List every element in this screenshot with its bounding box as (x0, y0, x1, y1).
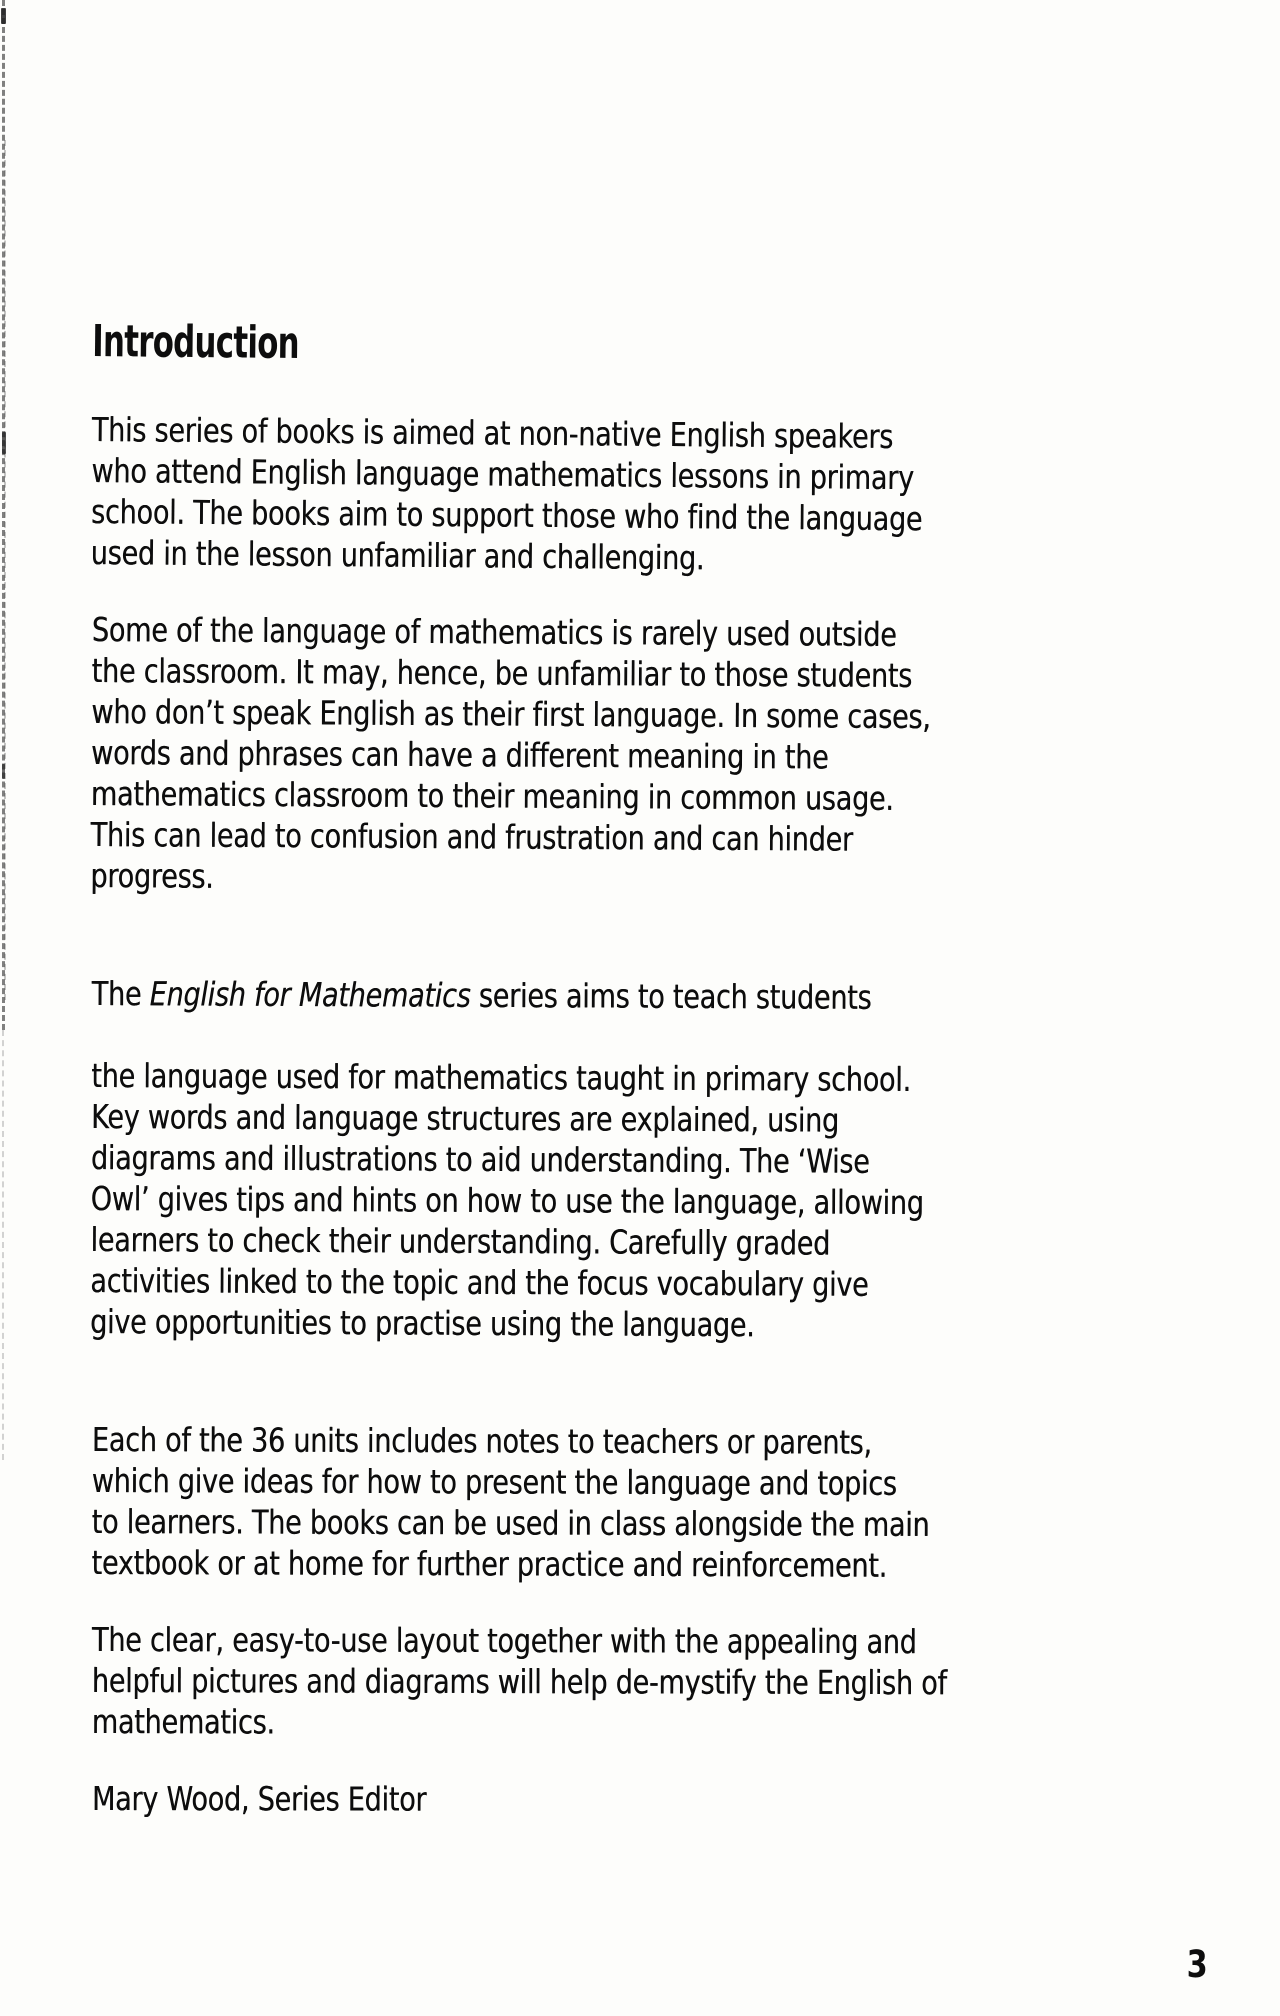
scan-speck (2, 432, 6, 454)
series-aims-suffix: series aims to teach students (470, 975, 872, 1017)
scan-binding-artifact-inner (4, 140, 6, 1000)
paragraph-series-aims (90, 932, 1020, 1388)
paragraph-series-overview: This series of books is aimed at non-native English speakers who attend English language mathematics lessons in primary school. The books aim to support those who find the language used in the lesson unfamiliar and challenging. (90, 409, 923, 578)
paragraph-units-notes: Each of the 36 units includes notes to teachers or parents, which give ideas for how to present the language and topics to learners. The books can be used in class alongside the main textbook or at home for further practice and reinforcement. (91, 1420, 930, 1585)
scan-binding-artifact-lower (2, 1030, 4, 1460)
page-number: 3 (1186, 1943, 1208, 1986)
series-aims-prefix: The (91, 973, 150, 1014)
series-aims-first-line (92, 973, 1020, 1019)
paragraph-layout-benefits: The clear, easy-to-use layout together with the appealing and helpful pictures and diagrams will help de-mystify the English of mathematics. (91, 1620, 947, 1742)
scan-speck (1, 8, 6, 24)
series-aims-rest-lines: the language used for mathematics taught in primary school. Key words and language structures are explained, using diagrams and illustrations to aid understanding. The ‘Wise Owl’ gives tips and hints on how to use the language, allowing learners to check their understanding. Carefully graded activities linked to the topic and the focus vocabulary give give opportunities to practise using the language. (90, 1055, 924, 1345)
paragraph-language-of-mathematics: Some of the language of mathematics is rarely used outside the classroom. It may, hence, be unfamiliar to those students who don’t speak English as their first language. In some cases, words and phrases can have a different meaning in the mathematics classroom to their meaning in common usage. This can lead to confusion and frustration and can hinder progress. (90, 610, 931, 896)
series-title-italic: English for Mathematics (149, 974, 471, 1015)
page-title: Introduction (92, 316, 300, 369)
scan-speck (2, 764, 5, 779)
series-editor-signature: Mary Wood, Series Editor (91, 1779, 427, 1819)
page-content (92, 316, 1224, 1819)
